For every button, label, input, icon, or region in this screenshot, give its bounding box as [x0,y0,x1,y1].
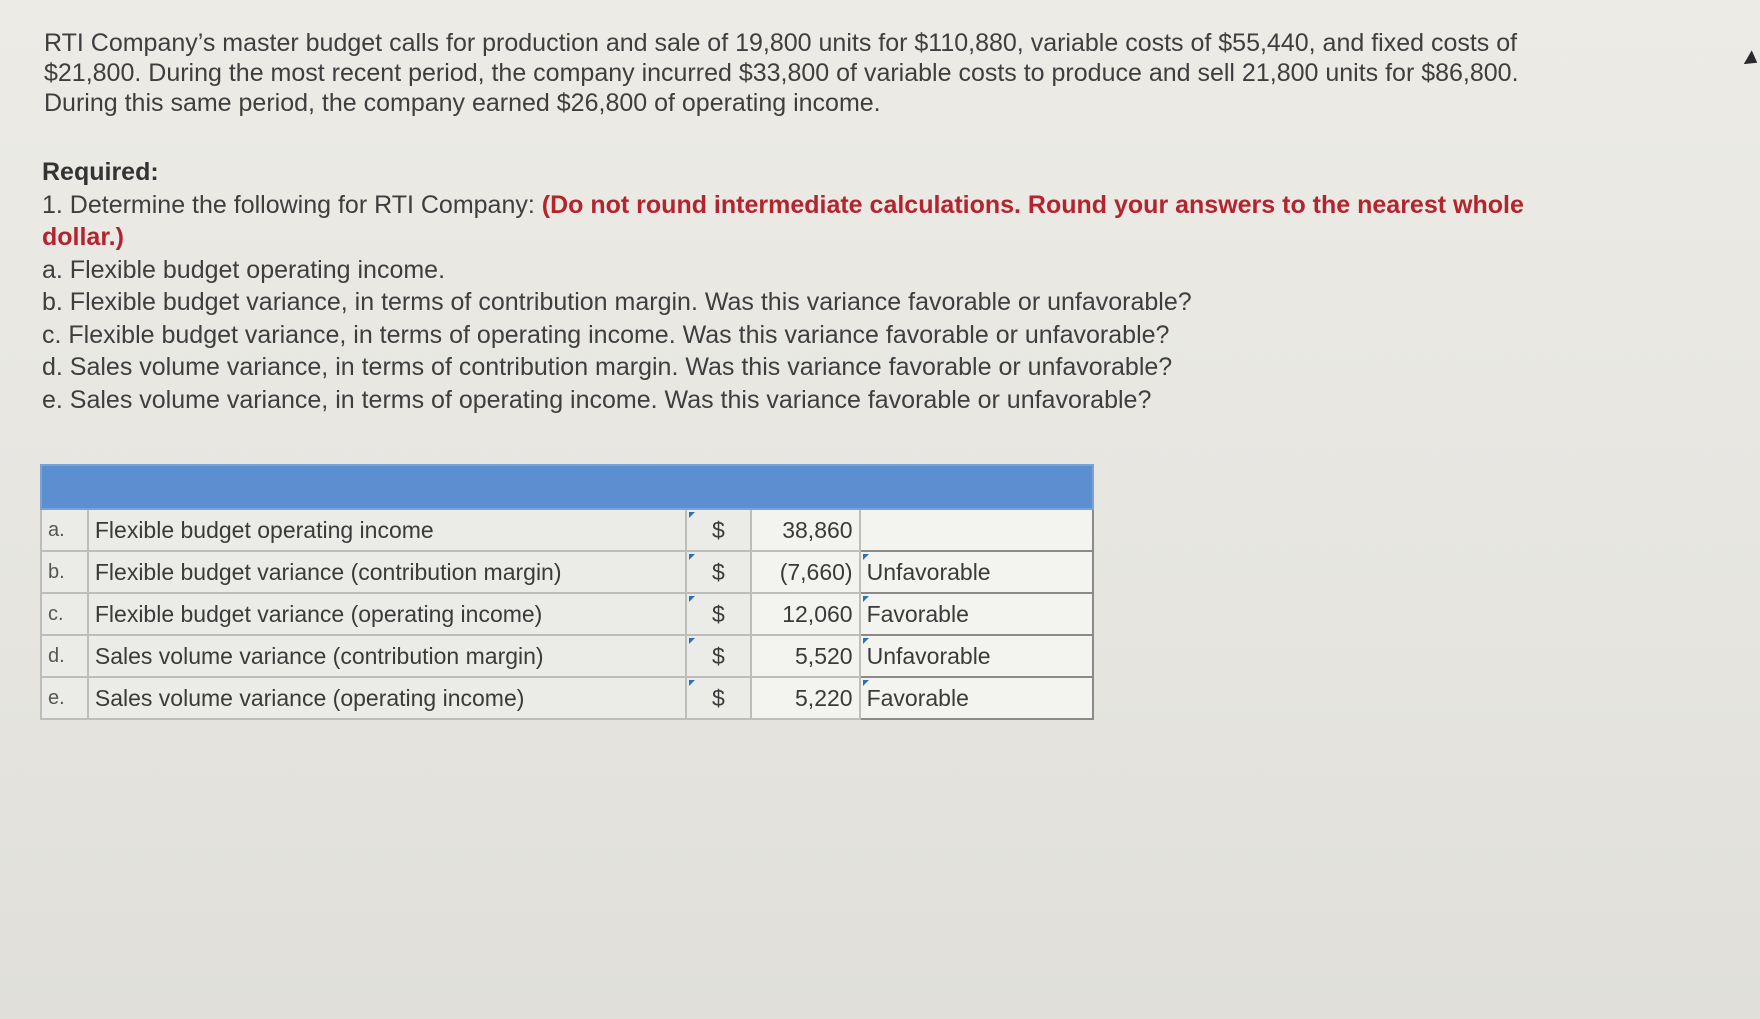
result-dropdown[interactable]: Favorable [860,677,1093,719]
result-dropdown[interactable] [860,509,1093,551]
row-label: Sales volume variance (operating income) [88,677,686,719]
row-letter: e. [41,677,88,719]
row-label: Flexible budget operating income [88,509,686,551]
requirement-item-c: c. Flexible budget variance, in terms of operating income. Was this variance favorable or unfavorable? [42,320,1170,349]
table-row [41,593,1093,635]
requirement-item-a: a. Flexible budget operating income. [42,255,446,284]
mouse-pointer-icon [1744,50,1760,69]
requirement-item-b: b. Flexible budget variance, in terms of contribution margin. Was this variance favorable or unfavorable? [42,288,1192,316]
row-letter: c. [41,593,88,635]
dollar-sign: $ [686,509,751,551]
amount-input[interactable]: 5,220 [751,677,860,719]
problem-statement [44,28,1724,118]
table-row [41,509,1093,551]
rounding-instruction-line-2: dollar.) [42,223,124,251]
required-heading: Required: [42,158,159,186]
rounding-instruction-line-1: (Do not round intermediate calculations. Round your answers to the nearest whole [541,190,1524,219]
problem-line-2: $21,800. During the most recent period, the company incurred $33,800 of variable costs to produce and sell 21,800 units for $86,800. [44,59,1519,87]
result-dropdown[interactable]: Unfavorable [860,551,1093,593]
amount-input[interactable]: 38,860 [751,509,860,551]
answer-table-header [41,465,1093,509]
question-prefix: 1. Determine the following for RTI Company: [42,190,542,219]
required-section [42,156,1682,416]
dollar-sign: $ [686,677,751,719]
required-question [42,189,1682,222]
problem-line-1: RTI Company’s master budget calls for production and sale of 19,800 units for $110,880, variable costs of $55,440, and fixed costs of [44,29,1518,57]
result-dropdown[interactable]: Favorable [860,593,1093,635]
answer-table-header-cell [41,465,1093,509]
answer-table [40,464,1094,720]
result-dropdown[interactable]: Unfavorable [860,635,1093,677]
amount-input[interactable]: 5,520 [751,635,860,677]
row-letter: a. [41,509,88,551]
dollar-sign: $ [686,551,751,593]
amount-input[interactable]: 12,060 [751,593,860,635]
table-row [41,635,1093,677]
row-label: Flexible budget variance (contribution margin) [88,551,686,593]
problem-line-3: During this same period, the company earned $26,800 of operating income. [44,89,881,117]
requirement-list [42,254,1682,417]
requirement-item-d: d. Sales volume variance, in terms of contribution margin. Was this variance favorable or unfavorable? [42,353,1173,381]
dollar-sign: $ [686,635,751,677]
amount-input[interactable]: (7,660) [751,551,860,593]
table-row [41,677,1093,719]
row-letter: d. [41,635,88,677]
table-row [41,551,1093,593]
dollar-sign: $ [686,593,751,635]
row-letter: b. [41,551,88,593]
row-label: Sales volume variance (contribution margin) [88,635,686,677]
requirement-item-e: e. Sales volume variance, in terms of operating income. Was this variance favorable or unfavorable? [42,385,1152,414]
row-label: Flexible budget variance (operating income) [88,593,686,635]
